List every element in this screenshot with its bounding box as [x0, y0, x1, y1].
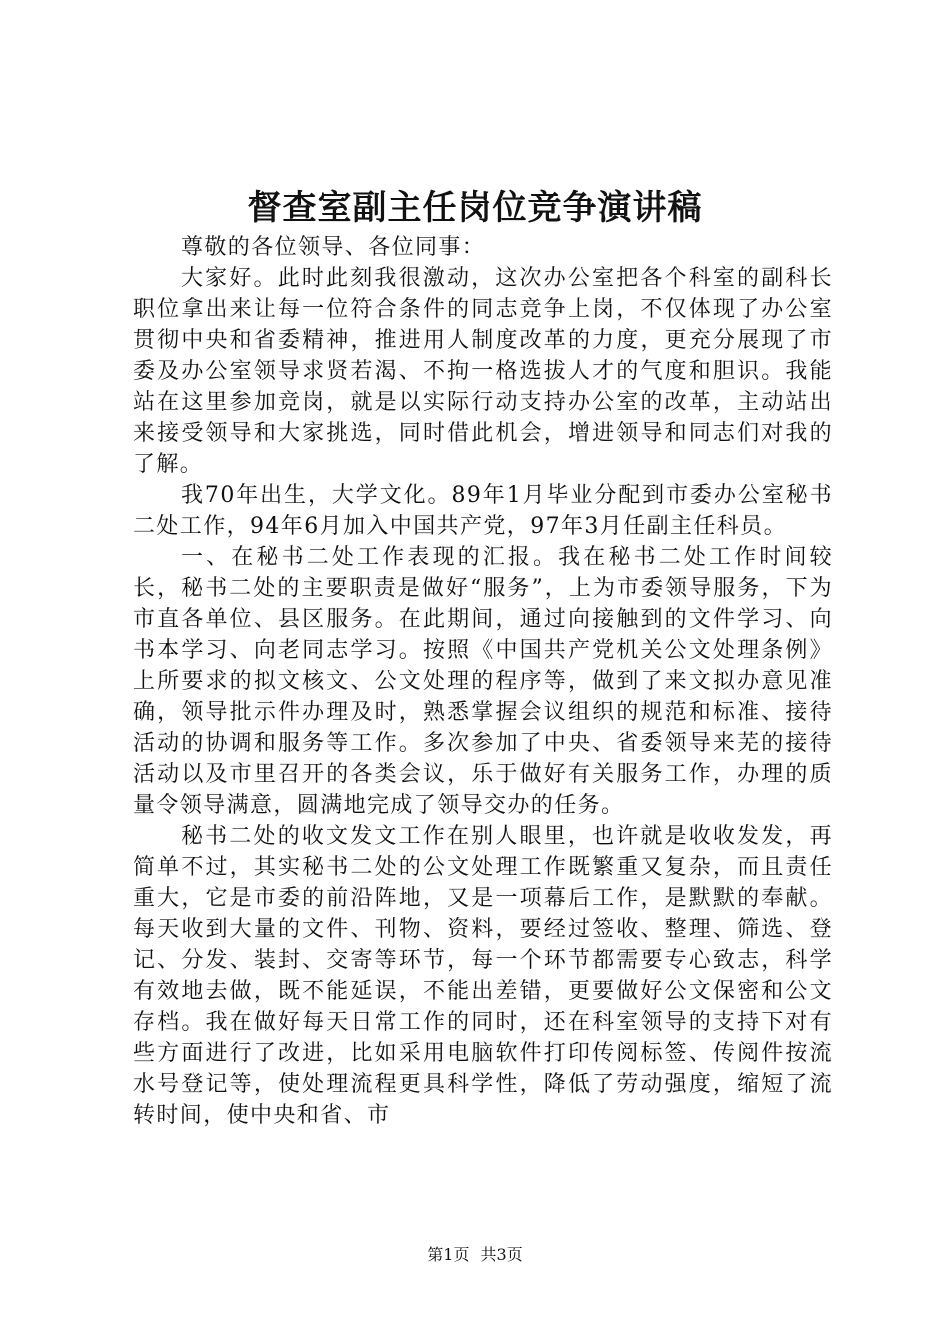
body-paragraph: 我70年出生，大学文化。89年1月毕业分配到市委办公室秘书二处工作，94年6月加入中国共产党，97年3月任副主任科员。 [133, 483, 833, 539]
salutation-paragraph: 尊敬的各位领导、各位同事： [181, 235, 486, 260]
page-footer [0, 1244, 950, 1266]
document-body [133, 232, 833, 1131]
body-paragraph: 一、在秘书二处工作表现的汇报。我在秘书二处工作时间较长，秘书二处的主要职责是做好“服务”，上为市委领导服务，下为市直各单位、县区服务。在此期间，通过向接触到的文件学习、向书本学习、向老同志学习。按照《中国共产党机关公文处理条例》上所要求的拟文核文、公文处理的程序等，做到了来文拟办意见准确，领导批示件办理及时，熟悉掌握会议组织的规范和标准、接待活动的协调和服务等工作。多次参加了中央、省委领导来芜的接待活动以及市里召开的各类会议，乐于做好有关服务工作，办理的质量令领导满意，圆满地完成了领导交办的任务。 [133, 545, 833, 818]
document-title: 督查室副主任岗位竞争演讲稿 [247, 188, 703, 228]
page-number: 第1页 [427, 1245, 470, 1264]
body-paragraph: 大家好。此时此刻我很激动，这次办公室把各个科室的副科长职位拿出来让每一位符合条件的同志竞争上岗，不仅体现了办公室贯彻中央和省委精神，推进用人制度改革的力度，更充分展现了市委及办公室领导求贤若渴、不拘一格选拔人才的气度和胆识。我能站在这里参加竞岗，就是以实际行动支持办公室的改革，主动站出来接受领导和大家挑选，同时借此机会，增进领导和同志们对我的了解。 [133, 266, 833, 477]
body-paragraph: 秘书二处的收文发文工作在别人眼里，也许就是收收发发，再简单不过，其实秘书二处的公文处理工作既繁重又复杂，而且责任重大，它是市委的前沿阵地，又是一项幕后工作，是默默的奉献。每天收到大量的文件、刊物、资料，要经过签收、整理、筛选、登记、分发、装封、交寄等环节，每一个环节都需要专心致志，科学有效地去做，既不能延误，不能出差错，更要做好公文保密和公文存档。我在做好每天日常工作的同时，还在科室领导的支持下对有些方面进行了改进，比如采用电脑软件打印传阅标签、传阅件按流水号登记等，使处理流程更具科学性，降低了劳动强度，缩短了流转时间，使中央和省、市 [133, 824, 833, 1128]
page-total: 共3页 [480, 1245, 523, 1264]
